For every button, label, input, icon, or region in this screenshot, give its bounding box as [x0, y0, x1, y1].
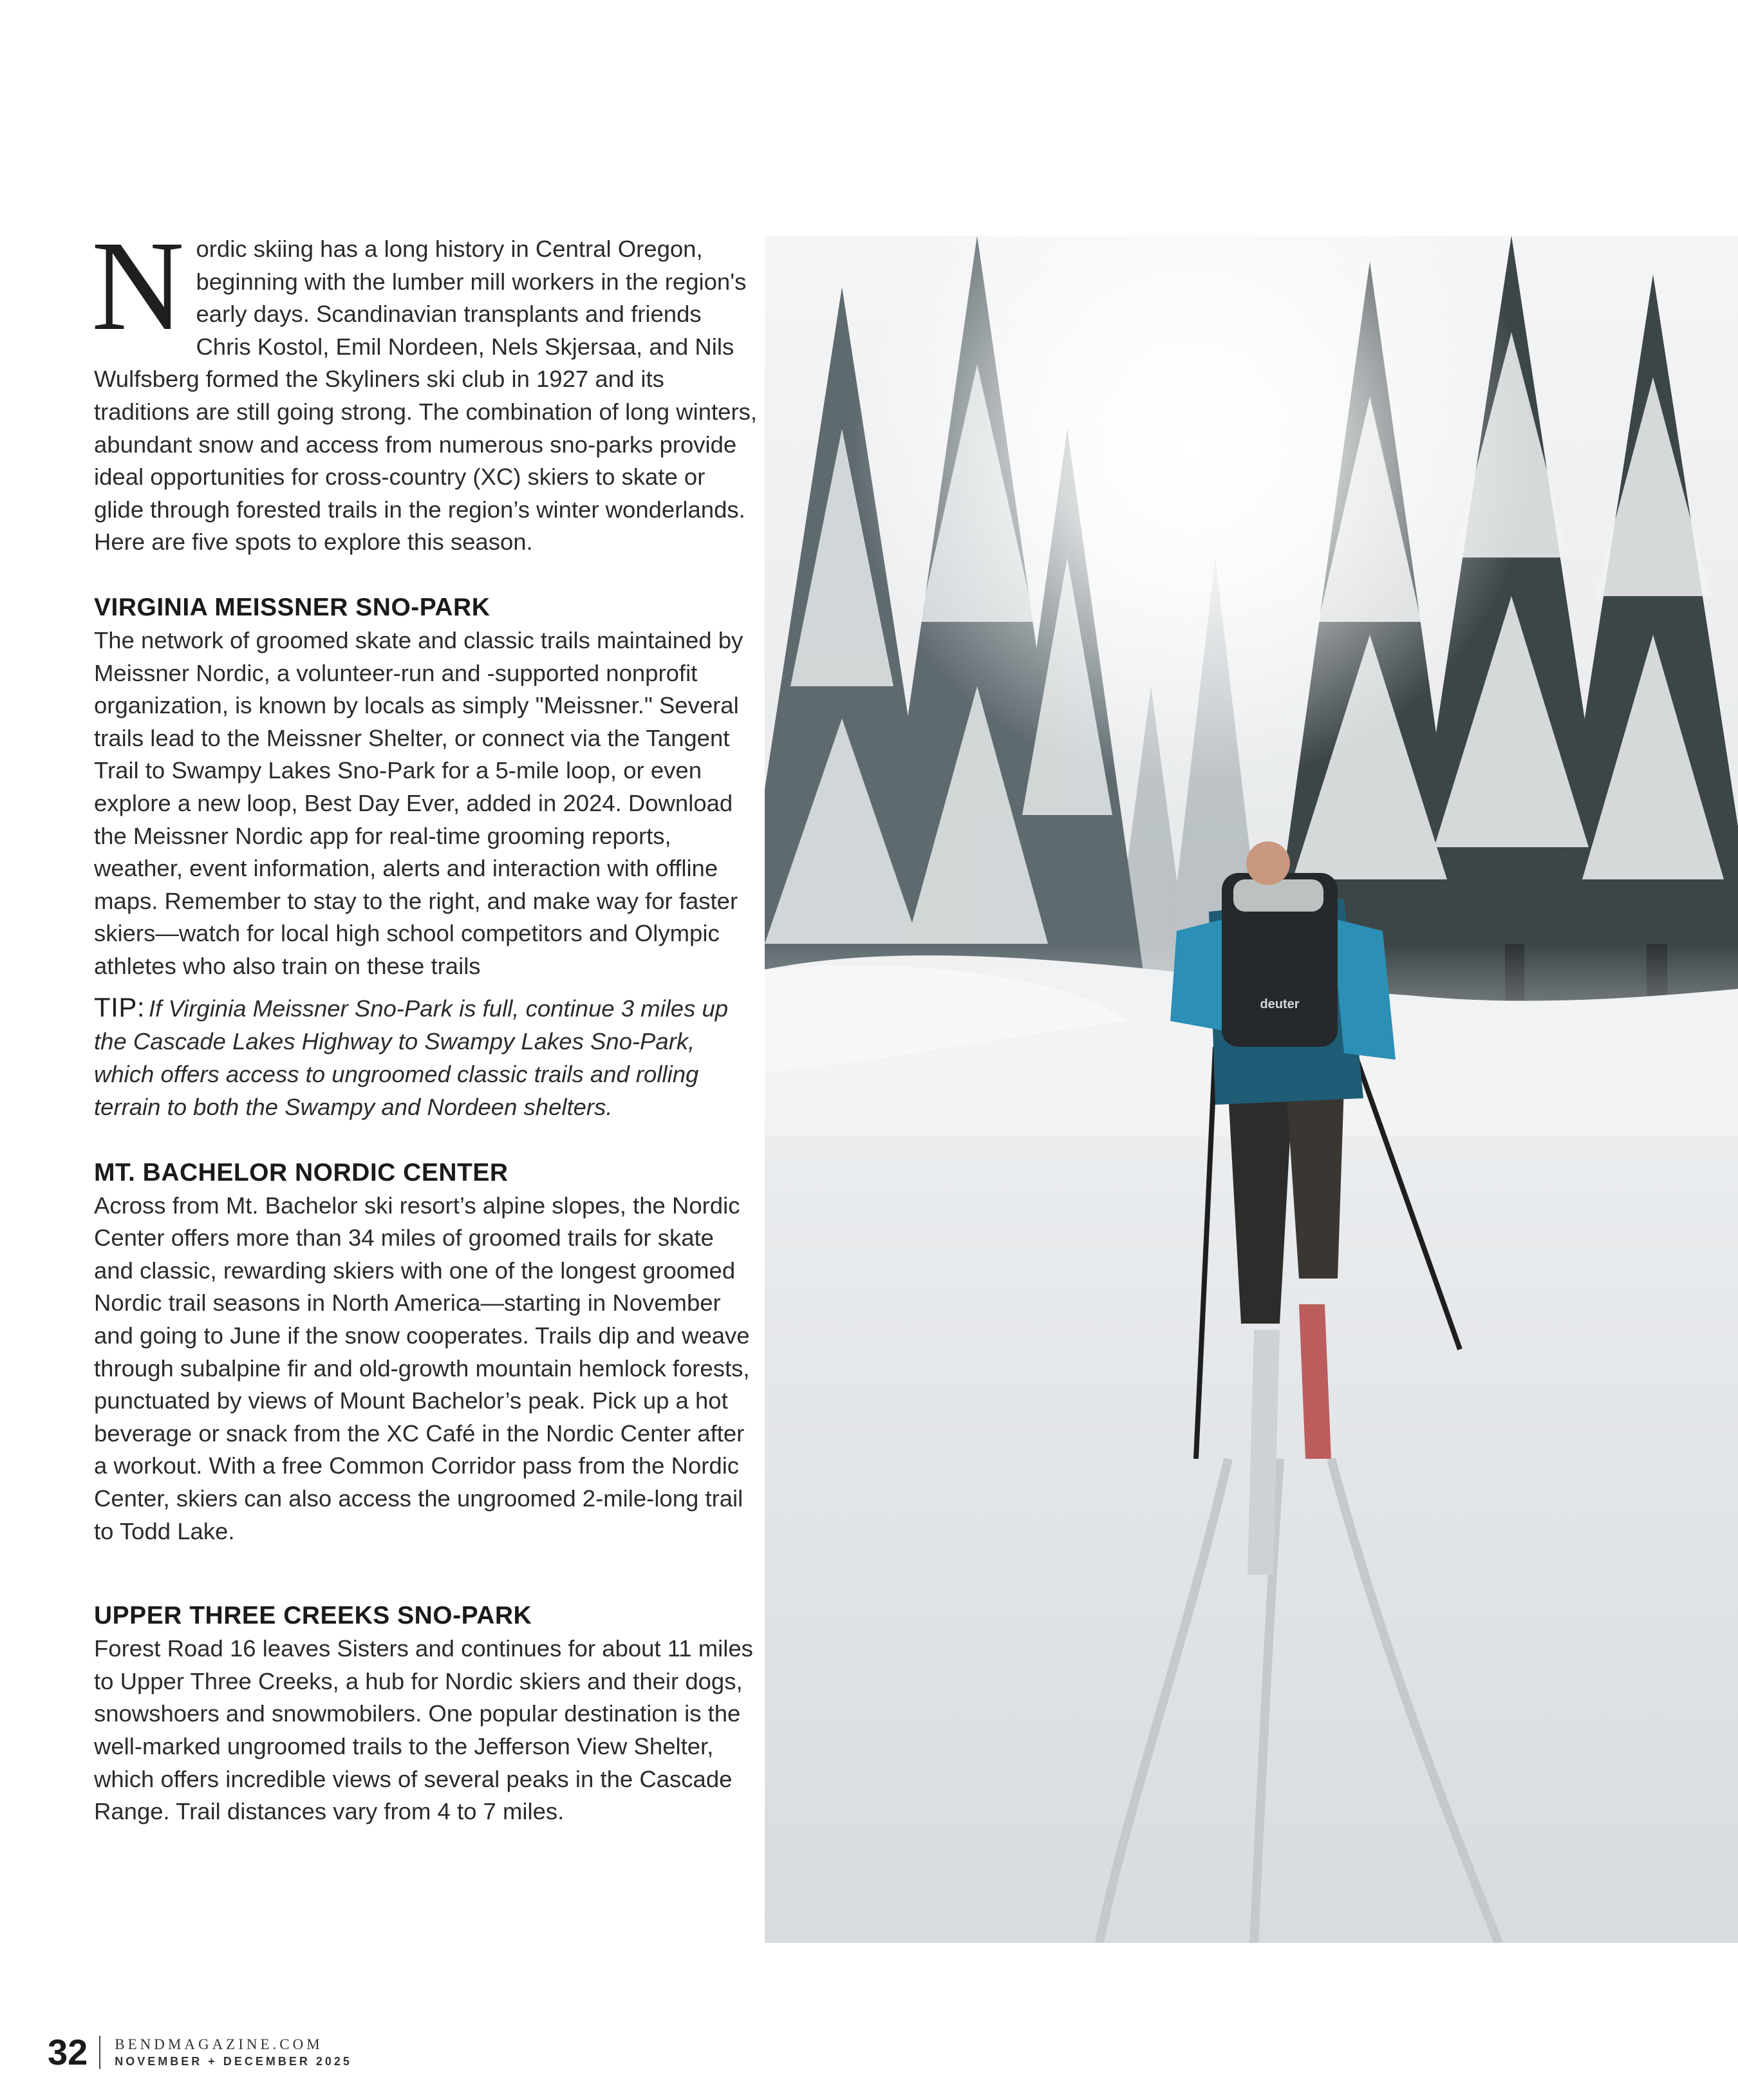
intro-paragraph — [91, 215, 757, 559]
footer-text — [115, 2036, 352, 2069]
drop-cap: N — [91, 215, 185, 357]
backpack-logo: deuter — [1260, 997, 1300, 1011]
section-heading-bachelor: MT. BACHELOR NORDIC CENTER — [94, 1158, 509, 1186]
section-heading-meissner: VIRGINIA MEISSNER SNO-PARK — [94, 593, 491, 621]
article-column — [91, 215, 757, 1828]
page-number: 32 — [48, 2032, 88, 2072]
skier-photo — [765, 236, 1738, 1943]
intro-text: ordic skiing has a long history in Central Oregon, beginning with the lumber mill workers in the region's early days. Scandinavian transplants and friends Chris Kostol, Emil Nordeen, Nels Skjersaa, and Nils Wulfsberg formed the Skyliners ski club in 1927 and its traditions are still going strong. The combination of long winters, abundant snow and access from numerous sno-parks provide ideal opportunities for cross-country (XC) skiers to skate or glide through forested trails in the region’s winter wonderlands. Here are five spots to explore this season. — [94, 236, 757, 556]
issue-date: NOVEMBER + DECEMBER 2025 — [115, 2055, 352, 2068]
site-name: BENDMAGAZINE.COM — [115, 2036, 323, 2052]
section-body-three-creeks: Forest Road 16 leaves Sisters and continues for about 11 miles to Upper Three Creeks, a hub for Nordic skiers and their dogs, snowshoers and snowmobilers. One popular destination is the well-marked ungroomed trails to the Jefferson View Shelter, which offers incredible views of several peaks in the Cascade Range. Trail distances vary from 4 to 7 miles. — [94, 1635, 753, 1825]
snowy-forest-illustration — [765, 236, 1738, 1943]
section-body-bachelor: Across from Mt. Bachelor ski resort’s alpine slopes, the Nordic Center offers more than 34 miles of groomed trails for skate and classic, rewarding skiers with one of the longest groomed Nordic trail seasons in North America—starting in November and going to June if the snow cooperates. Trails dip and weave through subalpine fir and old-growth mountain hemlock forests, punctuated by views of Mount Bachelor’s peak. Pick up a hot beverage or snack from the XC Café in the Nordic Center after a workout. With a free Common Corridor pass from the Nordic Center, skiers can also access the ungroomed 2-mile-long trail to Todd Lake. — [94, 1192, 750, 1544]
tip-text: If Virginia Meissner Sno-Park is full, continue 3 miles up the Cascade Lakes Highway to Swampy Lakes Sno-Park, which offers access to ungroomed classic trails and rolling terrain to both the Swampy and Nordeen shelters. — [94, 995, 729, 1120]
section-heading-three-creeks: UPPER THREE CREEKS SNO-PARK — [94, 1602, 532, 1630]
footer-divider — [99, 2036, 100, 2069]
page-footer — [48, 2029, 352, 2076]
tip-label: TIP: — [94, 992, 145, 1023]
section-body-meissner: The network of groomed skate and classic trails maintained by Meissner Nordic, a volunteer-run and -supported nonprofit organization, is known by locals as simply "Meissner." Several trails lead to the Meissner Shelter, or connect via the Tangent Trail to Swampy Lakes Sno-Park for a 5-mile loop, or even explore a new loop, Best Day Ever, added in 2024. Download the Meissner Nordic app for real-time grooming reports, weather, event information, alerts and interaction with offline maps. Remember to stay to the right, and make way for faster skiers—watch for local high school competitors and Olympic athletes who also train on these trails — [94, 626, 743, 979]
tip-paragraph — [94, 991, 757, 1123]
